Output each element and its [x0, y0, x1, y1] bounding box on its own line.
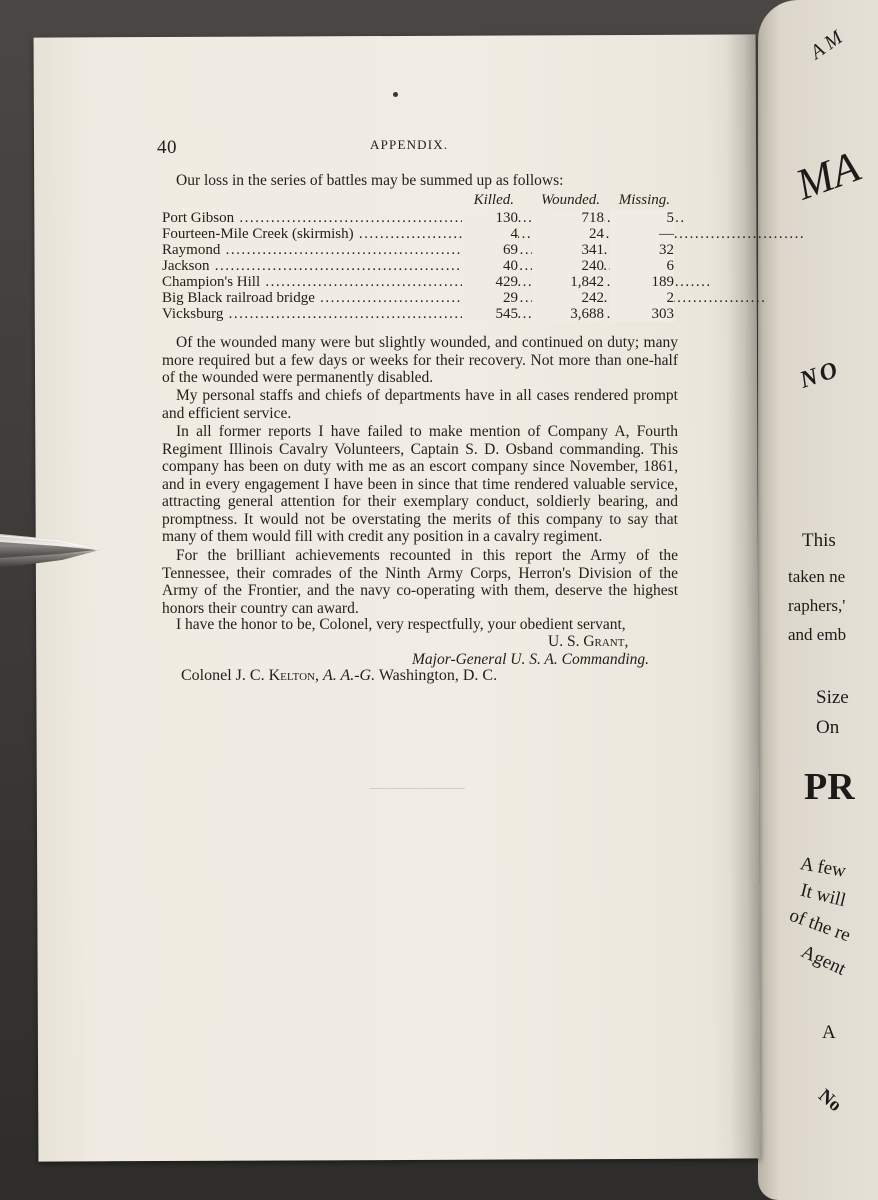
killed-value: 545	[462, 306, 518, 322]
addressee-place: Washington, D. C.	[378, 667, 498, 684]
facing-page-text: PR	[804, 766, 855, 808]
page-gutter-shadow	[726, 34, 761, 1158]
addressee-prefix: Colonel J. C.	[181, 667, 265, 684]
paragraph-wounded: Of the wounded many were but slightly wounded, and continued on duty; many more required but a few days or weeks for their recovery. Not more than one-half of the wounded were permanently disabled.	[162, 334, 678, 386]
wounded-value: 240	[532, 258, 604, 274]
page-number: 40	[157, 137, 177, 158]
printer-mark	[393, 92, 398, 97]
facing-page-text: It will	[798, 879, 848, 912]
killed-value: 4	[462, 226, 518, 242]
battle-name: Big Black railroad bridge .....	[162, 290, 766, 306]
wounded-value: 341	[532, 242, 604, 258]
bleed-through-rule	[370, 788, 465, 789]
header-killed: Killed.	[473, 192, 514, 208]
table-row	[162, 274, 682, 290]
paragraph-achievements: For the brilliant achievements recounted in this report the Army of the Tennessee, their comrades of the Ninth Army Corps, Herron's Division of the Army of the Frontier, and the navy co-operating with them, deserve the highest honors their country can award.	[162, 547, 678, 617]
battle-name: Champion's Hill .....	[162, 274, 712, 290]
missing-value: 2	[610, 290, 674, 306]
table-row	[162, 290, 682, 306]
wounded-value: 242	[532, 290, 604, 306]
wounded-value: 1,842	[532, 274, 604, 290]
paragraph-closing: I have the honor to be, Colonel, very respectfully, your obedient servant,	[176, 616, 626, 633]
casualty-table	[162, 192, 682, 322]
paragraph-company-a: In all former reports I have failed to make mention of Company A, Fourth Regiment Illinois Cavalry Volunteers, Captain S. D. Osband commanding. This company has been on duty with me as an escort company since November, 1861, and in every engagement I have been in since that time rendered valuable service, attracting general attention for their exemplary conduct, soldierly bearing, and promptness. It would not be overstating the merits of this company to say that many of them would fill with credit any position in a cavalry regiment.	[162, 423, 678, 545]
table-row	[162, 242, 682, 258]
table-intro: Our loss in the series of battles may be summed up as follows:	[176, 172, 564, 189]
missing-value: 6	[610, 258, 674, 274]
addressee-surname: Kelton,	[268, 667, 319, 684]
wounded-value: 718	[532, 210, 604, 226]
header-wounded: Wounded.	[540, 192, 600, 208]
table-row	[162, 210, 682, 226]
signature-name: U. S. Grant,	[548, 633, 629, 650]
facing-page-text: A	[822, 1022, 836, 1043]
killed-value: 429	[462, 274, 518, 290]
table-row	[162, 258, 682, 274]
battle-name: Raymond .....	[162, 242, 672, 258]
killed-value: 29	[462, 290, 518, 306]
wounded-value: 24	[532, 226, 604, 242]
battle-name: Vicksburg .....	[162, 306, 675, 322]
battle-name: Port Gibson .....	[162, 210, 686, 226]
killed-value: 69	[462, 242, 518, 258]
killed-value: 40	[462, 258, 518, 274]
missing-value: 189	[610, 274, 674, 290]
killed-value: 130	[462, 210, 518, 226]
facing-page-text: MA	[789, 141, 866, 210]
facing-page-text: On	[816, 717, 840, 738]
wounded-value: 3,688	[532, 306, 604, 322]
running-head: APPENDIX.	[370, 137, 449, 152]
facing-page-text: Agent	[797, 941, 849, 980]
table-row	[162, 226, 682, 242]
facing-page-text: Size	[816, 687, 849, 708]
missing-value: —	[610, 226, 674, 242]
casualty-table-header	[162, 192, 682, 210]
signature-title: Major-General U. S. A. Commanding.	[412, 651, 650, 668]
battle-name: Jackson .....	[162, 258, 661, 274]
addressee-rank: A. A.-G.	[322, 667, 376, 684]
missing-value: 5	[610, 210, 674, 226]
facing-page	[758, 0, 878, 1200]
facing-page-text: This	[802, 530, 836, 551]
facing-page-text: and emb	[788, 625, 847, 644]
battle-name: Fourteen-Mile Creek (skirmish) .....	[162, 226, 805, 242]
facing-page-text: raphers,'	[788, 596, 846, 615]
facing-page-text: A few	[798, 853, 848, 882]
header-missing: Missing.	[618, 192, 670, 208]
facing-page-text: NO	[796, 356, 844, 394]
facing-page-text: No	[814, 1085, 846, 1117]
missing-value: 303	[610, 306, 674, 322]
table-row	[162, 306, 682, 322]
missing-value: 32	[610, 242, 674, 258]
facing-page-text: A M	[806, 26, 847, 64]
addressee	[181, 667, 497, 685]
facing-page-text: taken ne	[788, 567, 846, 586]
facing-page-text: of the re	[786, 904, 854, 947]
pencil-tip	[0, 528, 102, 574]
paragraph-staff: My personal staffs and chiefs of departments have in all cases rendered prompt and efficient service.	[162, 387, 678, 422]
